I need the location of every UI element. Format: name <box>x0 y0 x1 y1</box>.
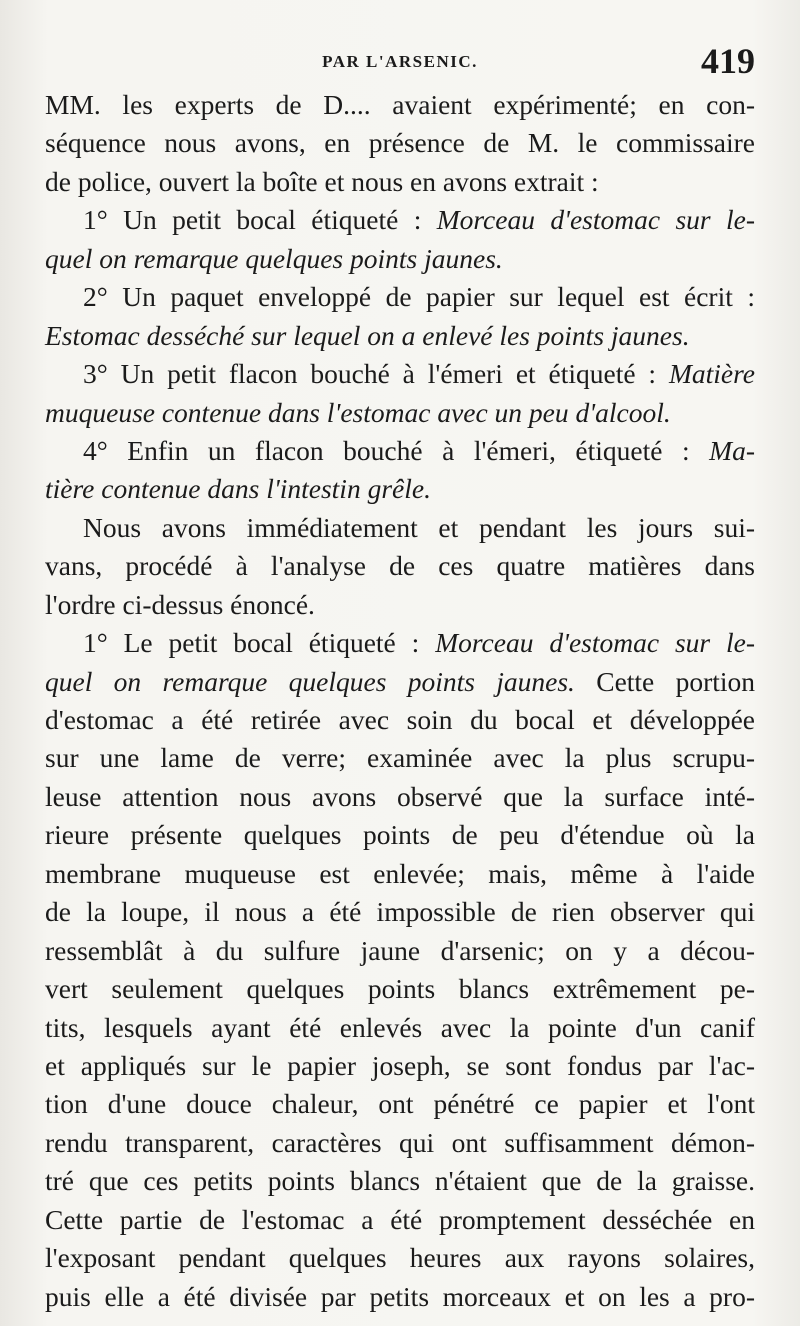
text-segment: d'estomac a été retirée avec soin du bocal et développée <box>45 704 755 735</box>
italic-segment: Morceau d'estomac sur le- <box>436 204 755 236</box>
text-segment: 4° Enfin un flacon bouché à l'émeri, étiqueté : <box>83 434 710 466</box>
text-line <box>45 1047 755 1085</box>
text-line <box>45 240 755 278</box>
text-line <box>45 278 755 316</box>
text-line <box>45 1009 755 1047</box>
italic-segment: Morceau d'estomac sur le- <box>435 627 756 659</box>
text-line <box>45 932 755 970</box>
text-line <box>45 701 755 739</box>
text-line <box>45 855 755 893</box>
text-segment: leuse attention nous avons observé que la surface inté- <box>45 780 755 812</box>
italic-segment: Ma- <box>709 434 755 466</box>
text-line <box>45 1278 755 1316</box>
text-line <box>45 778 755 816</box>
running-head: PAR L'ARSENIC. <box>322 52 478 71</box>
text-segment: 1° Le petit bocal étiqueté : <box>83 627 436 659</box>
text-line <box>45 547 755 585</box>
body-text <box>45 86 755 1316</box>
text-line <box>45 1085 755 1123</box>
text-line <box>45 509 755 547</box>
text-line <box>45 816 755 854</box>
italic-segment: quel on remarque quelques points jaunes. <box>45 665 575 697</box>
italic-segment: Estomac desséché sur lequel on a enlevé les points jaunes. <box>45 319 690 351</box>
text-segment: et appliqués sur le papier joseph, se sont fondus par l'ac- <box>45 1049 755 1081</box>
text-line <box>45 470 755 508</box>
text-line <box>45 163 755 201</box>
text-line <box>45 432 755 470</box>
page-number: 419 <box>701 41 755 81</box>
text-segment: tion d'une douce chaleur, ont pénétré ce papier et l'ont <box>45 1088 755 1120</box>
text-line <box>45 739 755 777</box>
text-segment: 3° Un petit flacon bouché à l'émeri et étiqueté : <box>83 358 669 390</box>
text-segment: sur une lame de verre; examinée avec la plus scrupu- <box>45 742 755 774</box>
text-segment: membrane muqueuse est enlevée; mais, même à l'aide <box>45 857 755 889</box>
text-segment: tits, lesquels ayant été enlevés avec la pointe d'un canif <box>45 1011 755 1043</box>
text-segment: ressemblât à du sulfure jaune d'arsenic; on y a décou- <box>45 934 755 966</box>
text-line <box>45 586 755 624</box>
text-line <box>45 394 755 432</box>
text-line <box>45 355 755 393</box>
italic-segment: quel on remarque quelques points jaunes. <box>45 242 503 274</box>
text-line <box>45 124 755 162</box>
text-segment: l'ordre ci-dessus énoncé. <box>45 588 315 620</box>
text-segment: de la loupe, il nous a été impossible de rien observer qui <box>45 896 755 928</box>
italic-segment: tière contenue dans l'intestin grêle. <box>45 473 431 505</box>
text-line <box>45 317 755 355</box>
text-line <box>45 1162 755 1200</box>
text-segment: séquence nous avons, en présence de M. le commissaire <box>45 127 755 159</box>
text-line <box>45 86 755 124</box>
text-line <box>45 1239 755 1277</box>
text-segment: rieure présente quelques points de peu d'étendue où la <box>45 819 755 851</box>
text-line <box>45 893 755 931</box>
text-segment: vert seulement quelques points blancs extrêmement pe- <box>45 973 755 1005</box>
text-segment: rendu transparent, caractères qui ont suffisamment démon- <box>45 1126 755 1158</box>
text-segment: 2° Un paquet enveloppé de papier sur lequel est écrit : <box>83 281 755 313</box>
text-line <box>45 663 755 701</box>
text-segment: l'exposant pendant quelques heures aux rayons solaires, <box>45 1242 755 1274</box>
text-line <box>45 201 755 239</box>
page-header <box>45 40 755 86</box>
text-line <box>45 1124 755 1162</box>
text-line <box>45 1201 755 1239</box>
text-segment: Cette partie de l'estomac a été promptement desséchée en <box>45 1203 755 1235</box>
italic-segment: muqueuse contenue dans l'estomac avec un peu d'alcool. <box>45 396 671 428</box>
text-segment: Nous avons immédiatement et pendant les jours sui- <box>83 511 755 543</box>
text-segment: 1° Un petit bocal étiqueté : <box>83 204 437 236</box>
text-segment: tré que ces petits points blancs n'étaient que de la graisse. <box>45 1165 755 1197</box>
text-line <box>45 624 755 662</box>
text-segment: Cette portion <box>574 665 756 697</box>
text-segment: de police, ouvert la boîte et nous en avons extrait : <box>45 165 599 197</box>
text-segment: vans, procédé à l'analyse de ces quatre matières dans <box>45 550 755 582</box>
text-segment: MM. les experts de D.... avaient expérimenté; en con- <box>45 89 755 120</box>
italic-segment: Matière <box>668 358 755 390</box>
text-line <box>45 970 755 1008</box>
text-segment: puis elle a été divisée par petits morceaux et on les a pro- <box>45 1280 755 1312</box>
